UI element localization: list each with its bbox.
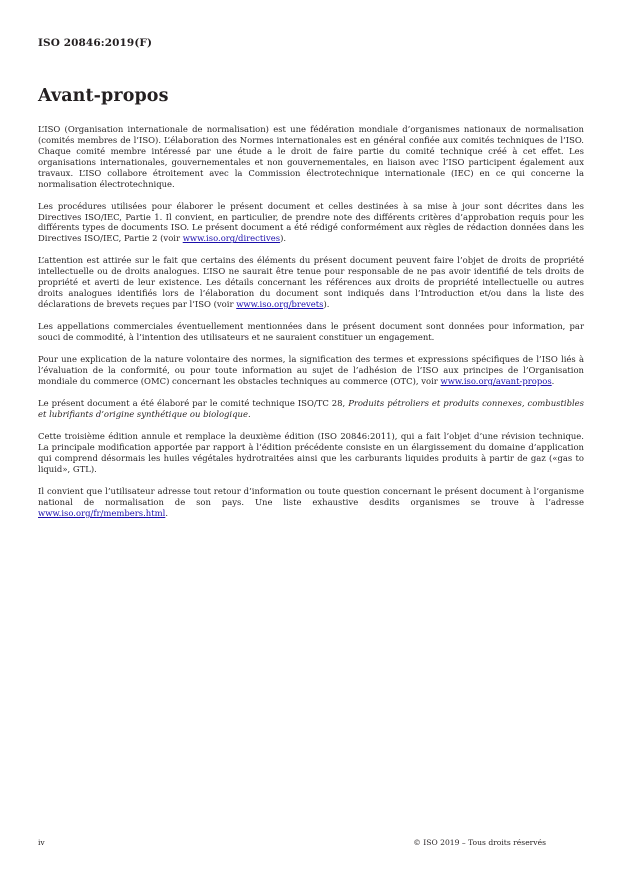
foreword-body: [38, 124, 584, 530]
page-number: iv: [38, 838, 45, 847]
page-title: Avant-propos: [38, 86, 169, 106]
paragraph-procedures: Les procédures utilisées pour élaborer le présent document et celles destinées à sa mise à jour sont décrites dans les Directives ISO/IEC, Partie 1. Il convient, en particulier, de prendre note des différents critères d’approbation requis pour les différents types de documents ISO. Le présent document a été rédigé conformément aux règles de rédaction données dans les Directives ISO/IEC, Partie 2 (voir www.iso.org/directives).: [38, 200, 584, 244]
paragraph-committee: Le présent document a été élaboré par le comité technique ISO/TC 28, Produits pétroliers et produits connexes, combustibles et lubrifiants d’origine synthétique ou biologique.: [38, 398, 584, 419]
paragraph-patents: L’attention est attirée sur le fait que certains des éléments du présent document peuvent faire l’objet de droits de propriété intellectuelle ou de droits analogues. L’ISO ne saurait être tenue pour responsable de ne pas avoir identifié de tels droits de propriété et averti de leur existence. Les détails concernant les références aux droits de propriété intellectuelle ou autres droits analogues identifiés lors de l’élaboration du document sont indiqués dans l’Introduction et/ou dans la liste des déclarations de brevets reçues par l’ISO (voir www.iso.org/brevets).: [38, 255, 584, 310]
committee-name: Produits pétroliers et produits connexes, combustibles et lubrifiants d’origine synthétique ou biologique: [38, 398, 584, 419]
link-avant-propos[interactable]: www.iso.org/avant-propos: [440, 375, 552, 386]
document-id: ISO 20846:2019(F): [38, 37, 153, 49]
copyright-notice: © ISO 2019 – Tous droits réservés: [413, 838, 546, 847]
page-footer: [38, 838, 546, 847]
link-members[interactable]: www.iso.org/fr/members.html: [38, 507, 166, 518]
paragraph-iso-intro: L’ISO (Organisation internationale de normalisation) est une fédération mondiale d’organismes nationaux de normalisation (comités membres de l’ISO). L’élaboration des Normes internationales est en général confiée aux comités techniques de l’ISO. Chaque comité membre intéressé par une étude a le droit de faire partie du comité technique créé à cet effet. Les organisations internationales, gouvernementales et non gouvernementales, en liaison avec l’ISO participent également aux travaux. L’ISO collabore étroitement avec la Commission électrotechnique internationale (IEC) en ce qui concerne la normalisation électrotechnique.: [38, 124, 584, 189]
link-directives[interactable]: www.iso.org/directives: [182, 233, 281, 244]
link-brevets[interactable]: www.iso.org/brevets: [236, 299, 324, 310]
paragraph-edition: Cette troisième édition annule et remplace la deuxième édition (ISO 20846:2011), qui a fait l’objet d’une révision technique. La principale modification apportée par rapport à l’édition précédente consiste en un élargissement du domaine d’application qui comprend désormais les huiles végétales hydrotraitées ainsi que les carburants liquides produits à partir de gaz («gas to liquid», GTL).: [38, 431, 584, 474]
paragraph-feedback: Il convient que l’utilisateur adresse tout retour d’information ou toute question concernant le présent document à l’organisme national de normalisation de son pays. Une liste exhaustive desdits organismes se trouve à l’adresse www.iso.org/fr/members.html.: [38, 485, 584, 518]
paragraph-voluntary-nature: Pour une explication de la nature volontaire des normes, la signification des termes et expressions spécifiques de l’ISO liés à l’évaluation de la conformité, ou pour toute information au sujet de l’adhésion de l’ISO aux principes de l’Organisation mondiale du commerce (OMC) concernant les obstacles techniques au commerce (OTC), voir www.iso.org/avant-propos.: [38, 354, 584, 386]
paragraph-trade-names: Les appellations commerciales éventuellement mentionnées dans le présent document sont données pour information, par souci de commodité, à l’intention des utilisateurs et ne sauraient constituer un engagement.: [38, 321, 584, 343]
